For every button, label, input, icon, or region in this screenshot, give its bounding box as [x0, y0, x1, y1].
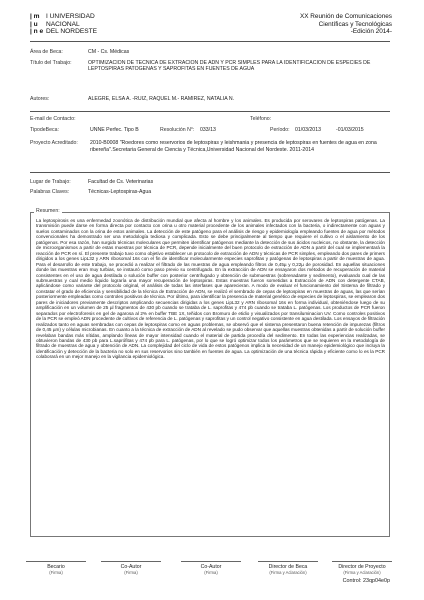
- signature-line: [332, 561, 392, 562]
- signature-director-proyecto: [332, 561, 392, 575]
- signature-line: [181, 561, 241, 562]
- control-code: [343, 578, 390, 584]
- signature-becario: [26, 561, 86, 575]
- resumen-label: Resumen:: [36, 208, 60, 214]
- section-divider: [30, 111, 390, 112]
- tipo-beca-value: UNNE Perfec. Tipo B: [90, 127, 139, 133]
- signature-name: Director de Proyecto: [338, 564, 386, 570]
- signature-name: Co-Autor: [120, 564, 142, 570]
- periodo-hasta: -01/03/2015: [336, 127, 364, 133]
- logo-mark: | n e: [30, 28, 44, 36]
- university-logo: [30, 13, 97, 36]
- signature-coautor-1: [101, 561, 161, 575]
- titulo-value: OPTIMIZACION DE TECNICA DE EXTRACION DE ADN Y PCR SIMPLES PARA LA IDENTIFICACION DE ESPECIES DE LEPTOSPIRAS PATOGENAS Y SAPROFITAS EN FUENTES DE AGUA: [88, 60, 371, 73]
- signature-sub: (Firma y Aclaración): [343, 570, 381, 575]
- header-divider: [30, 41, 390, 42]
- conference-line-2: Científicas y Tecnológicas: [318, 20, 392, 28]
- lugar-value: Facultad de Cs. Veterinarias: [88, 179, 154, 185]
- periodo-label: Período:: [270, 127, 290, 133]
- signature-sub: (Firma y Aclaración): [269, 570, 307, 575]
- area-label: Área de Beca:: [30, 49, 63, 55]
- signature-line: [258, 561, 318, 562]
- titulo-label: Título del Trabajo:: [30, 60, 72, 66]
- signature-sub: (Firma): [49, 570, 63, 575]
- control-value: 23qp04e0p: [363, 578, 390, 584]
- area-value: CM - Cs. Médicas: [88, 49, 130, 55]
- email-label: E-mail de Contacto:: [30, 116, 76, 122]
- palabras-label: Palabras Claves:: [30, 189, 70, 195]
- conference-line-3: -Edición 2014-: [350, 28, 392, 36]
- autores-label: Autores:: [30, 96, 50, 102]
- control-label: Control:: [342, 578, 362, 584]
- resolucion-value: 033/13: [200, 127, 216, 133]
- section-divider: [30, 172, 390, 173]
- proyecto-label: Proyecto Acreditado:: [30, 140, 78, 146]
- proyecto-value: 2010-B0008 "Roedores como reservorios de leptospiras y leishmania y presencia de leptospiras en fuentes de agua en zona ribereña".Secretaria General de Ciencia y Técnica,Universidad Nacional del Nordeste. 2011-2014: [90, 140, 377, 153]
- signature-name: Director de Beca: [268, 564, 308, 570]
- palabras-value: Técnicas-Leptospiras-Agua: [88, 189, 152, 195]
- lugar-label: Lugar de Trabajo:: [30, 179, 71, 185]
- logo-mark: | u: [30, 20, 38, 28]
- signature-name: Becario: [47, 564, 65, 570]
- periodo-desde: 01/03/2013: [295, 127, 321, 133]
- signature-sub: (Firma): [124, 570, 138, 575]
- conference-line-1: XX Reunión de Comunicaciones: [299, 13, 392, 20]
- logo-text-line-2: NACIONAL: [46, 20, 80, 28]
- autores-value: ALEGRE, ELSA A. -RUIZ, RAQUEL M.- RAMIREZ, NATALIA N.: [88, 96, 235, 102]
- signature-director-beca: [258, 561, 318, 575]
- logo-mark: | m: [30, 13, 40, 20]
- signature-sub: (Firma): [204, 570, 218, 575]
- telefono-label: Teléfono:: [250, 116, 272, 122]
- tipo-beca-label: TipodeBeca:: [30, 127, 59, 133]
- signature-line: [26, 561, 86, 562]
- logo-text-line-3: DEL NORDESTE: [46, 28, 98, 36]
- logo-text-line-1: I UNIVERSIDAD: [46, 13, 95, 20]
- resumen-text: La leptospirosis es una enfermedad zoonótica de distribución mundial que afecta al hombre y los animales. Es producida por serovares de leptospiras patógenas. La transmisión puede darse en forma directa por contacto con orina u otro material procedente de los animales infectados con la bacteria, o indirectamente con aguas y suelos contaminados con la orina de estos animales. La detección de este patógeno para el análisis de riesgo y epidemiología empleando fuentes de agua por métodos convencionales ha demostrado ser una metodología tediosa y complicada. Esto se debe principalmente al tiempo que requiere el cultivo o el aislamiento de los patógenos. Por esa razón, han surgido técnicas moleculares que permiten identificar patógenos mediante la detección de sus ácidos nucleicos, no obstante, la detección de microorganismos a partir de estas muestras por técnica de PCR, depende inicialmente del buen protocolo de extracción de ADN a partir del cual se implementará la reacción de PCR en sí. El presente trabajo tuvo como objetivo establecer un protocolo de extracción de ADN y técnicas de PCR simples, empleando dos pares de primers dirigidos a los genes LipL32 y ARN ribosomal 16s con el fin de identificar molecularmente especies saprofitas y patógenas de leptospiras a partir de muestras de agua. Para el desarrollo de este trabajo, se procedió a realizar el filtrado de las muestras de agua empleando filtros de 0,45µ y 0,22µ de porosidad. En aquellas situaciones donde las muestras eran muy turbias, se instauró como paso previo su centrifugado. En la extracción de ADN se ensayaron dos métodos de recuperación de material consistentes en el uso de agua destilada o solución buffer con posterior centrifugado y obtención de submuestras (sobrenadante y sedimento), evaluando cual de las submuestras y cual medio líquido lograría una mayor recuperación de leptospiras. Estas muestras fueron sometidas a Extracción de ADN con detergente CTAB, aplicándose como variante del protocolo original, el análisis de todas las interfases que aparecieran. A modo de evaluar el funcionamiento del Sistema de filtrado y constatar el grado de eficiencia y sensibilidad de la técnica de Extracción de ADN, se realizó el sembrado de cepas de leptospiras en muestras de aguas, las que serían posteriormente empleadas como controles positivos de técnica. Por último, para identificar la presencia de material genético de especies de leptospiras, se emplearon dos pares de iniciadores previamente descriptos amplicando secuencias dirigidas a los genes LipL32 y ARN ribosomal 16s en forma individual, obteniéndose luego de su amplificación en un volumen de 25 µl fragmentos de 430 pb cuando se trataba de L. saprofitas y 474 pb cuando se trataba L. patógenas. Los productos de PCR fueron separados por electroforesis en gel de agarosa al 2% en buffer TBE 1X, teñidos con Bromuro de etidio y visualizados por transiluminacion UV. Como controles positivos de la PCR se empleó ADN procedente de cultivos de referencia de L. patógenas y saprofitas y un control negativo consistente en agua destilada. Los ensayos de filtración realizados tanto en aguas sembradas con cepas de leptospiras como en aguas problemas, se observó que el sistema presentaron buena retención de impurezas (filtros de 0,45 µm) y células microbianas. En cuanto a la técnica de extracción de ADN al revelado se pudo observar que aquellas muestras obtenidas a partir de solución buffer revelaban bandas más nítidas, amplando líneas de mayor intensidad cuando el material de partida procedía del sedimento. En todas las experiencias realizadas, se obtuvieron bandas de 430 pb para L.saprófitas y 474 pb para L. patógenas, por lo que se logró optimizar todos los parámetros que se requieren en la metodología de filtrado de muestras de agua y obtención de ADN. La complejidad del ciclo de vida de estos patógenos implica la necesidad de un manejo epidemiológico que incluya la identificación y detección de la bacteria no solo en sus reservorios sino también en fuentes de agua. La optimización de una técnica rápida y eficiente como lo es la PCR colaborará en un mejor manejo en la vigilancia epidemiológica.: [36, 218, 385, 360]
- signature-line: [101, 561, 161, 562]
- resolucion-label: Resolución N°:: [160, 127, 195, 133]
- signature-name: Co-Autor: [200, 564, 222, 570]
- conference-header: [300, 13, 392, 36]
- signature-coautor-2: [181, 561, 241, 575]
